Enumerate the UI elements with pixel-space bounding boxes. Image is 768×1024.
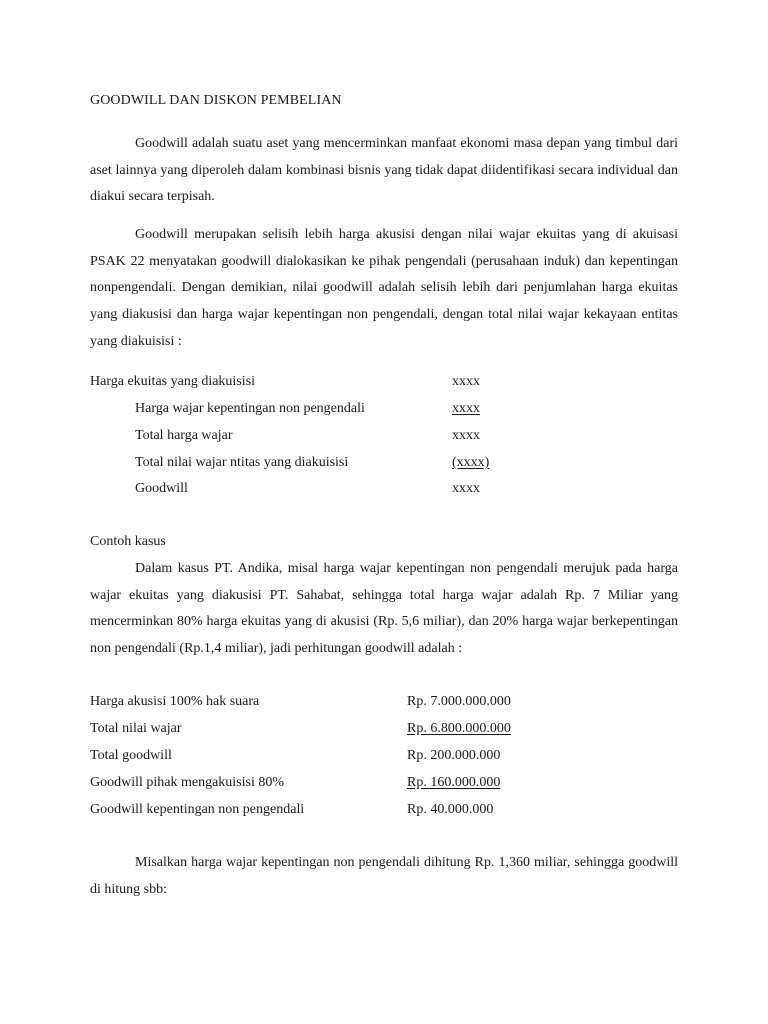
formula-label: Total nilai wajar ntitas yang diakuisisi: [135, 455, 349, 470]
formula-value: (xxxx): [452, 455, 490, 470]
calc-value: Rp. 200.000.000: [407, 748, 501, 763]
document-title: GOODWILL DAN DISKON PEMBELIAN: [90, 93, 342, 108]
formula-label: Goodwill: [135, 481, 188, 496]
calc-label: Goodwill pihak mengakuisisi 80%: [90, 775, 285, 790]
calc-label: Total nilai wajar: [90, 721, 182, 736]
calc-label: Total goodwill: [90, 748, 172, 763]
contoh-kasus-heading: Contoh kasus: [90, 534, 166, 549]
paragraph-goodwill-definition: Goodwill adalah suatu aset yang mencerminkan manfaat ekonomi masa depan yang timbul dari aset lainnya yang diperoleh dalam kombinasi bisnis yang tidak dapat diidentifikasi secara individual dan diakui secara terpisah.: [90, 136, 678, 205]
formula-value: xxxx: [452, 428, 480, 443]
formula-label: Harga wajar kepentingan non pengendali: [135, 401, 365, 416]
paragraph-goodwill-psak22: Goodwill merupakan selisih lebih harga akusisi dengan nilai wajar ekuitas yang di akuisasi PSAK 22 menyatakan goodwill dialokasikan ke pihak pengendali (perusahaan induk) dan kepentingan nonpengendali. Dengan demikian, nilai goodwill adalah selisih lebih dari penjumlahan harga ekuitas yang diakusisi dan harga wajar kepentingan non pengendali, dengan total nilai wajar kekayaan entitas yang diakuisisi :: [90, 227, 678, 349]
formula-label: Total harga wajar: [135, 428, 233, 443]
formula-label: Harga ekuitas yang diakuisisi: [90, 374, 255, 389]
formula-value: xxxx: [452, 374, 480, 389]
formula-value: xxxx: [452, 481, 480, 496]
formula-value: xxxx: [452, 401, 480, 416]
calc-value: Rp. 160.000.000: [407, 775, 501, 790]
paragraph-alternative-calc: Misalkan harga wajar kepentingan non pengendali dihitung Rp. 1,360 miliar, sehingga goodwill di hitung sbb:: [90, 855, 678, 897]
calc-value: Rp. 40.000.000: [407, 802, 494, 817]
calc-value: Rp. 6.800.000.000: [407, 721, 511, 736]
calc-label: Harga akusisi 100% hak suara: [90, 694, 260, 709]
calc-value: Rp. 7.000.000.000: [407, 694, 511, 709]
calc-label: Goodwill kepentingan non pengendali: [90, 802, 305, 817]
paragraph-case-example: Dalam kasus PT. Andika, misal harga wajar kepentingan non pengendali merujuk pada harga wajar ekuitas yang diakusisi PT. Sahabat, sehingga total harga wajar adalah Rp. 7 Miliar yang mencerminkan 80% harga ekuitas yang di akusisi (Rp. 5,6 miliar), dan 20% harga wajar berkepentingan non pengendali (Rp.1,4 miliar), jadi perhitungan goodwill adalah :: [90, 561, 678, 657]
